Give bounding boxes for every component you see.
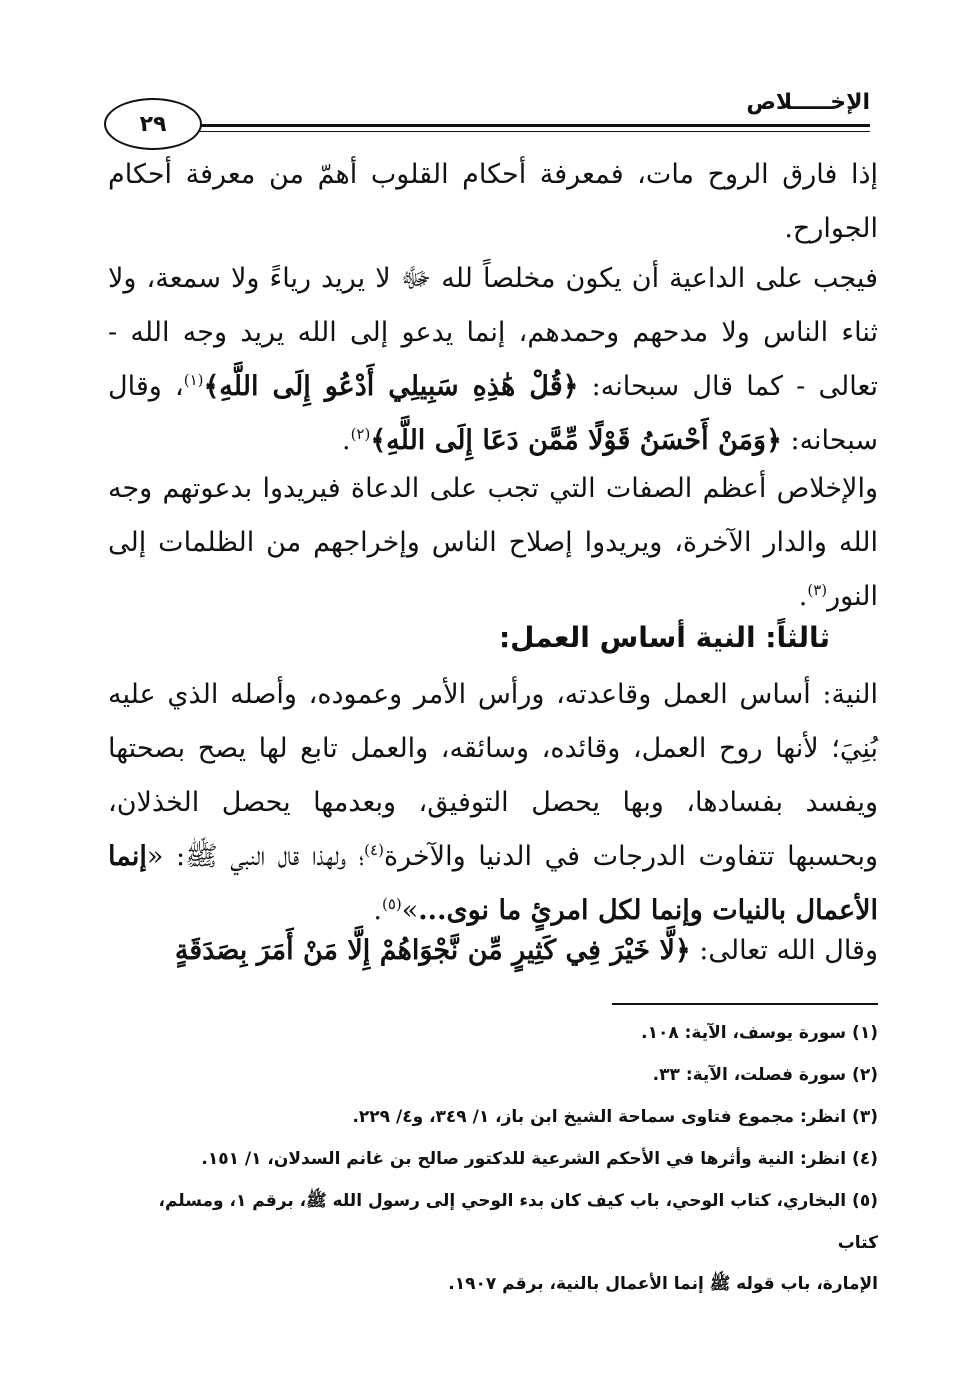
- paragraph-4-text-c: »: [401, 895, 419, 926]
- page-number-badge: [104, 98, 202, 150]
- paragraph-3-end: .: [798, 581, 808, 612]
- header-rule-thin: [198, 131, 870, 132]
- footnote-ref-2: (٢): [350, 425, 371, 443]
- footnote-number: (٤): [852, 1149, 878, 1169]
- footnote-ref-1: (١): [183, 371, 204, 389]
- footnote-text: سورة فصلت، الآية: ٣٣.: [652, 1065, 847, 1085]
- section-heading: ثالثاً: النية أساس العمل:: [498, 621, 830, 654]
- footnote-number: (٢): [852, 1065, 878, 1085]
- footnote-text: سورة يوسف، الآية: ١٠٨.: [641, 1023, 847, 1043]
- footnote-text: انظر: مجموع فتاوى سماحة الشيخ ابن باز، ١/ ٣٤٩، و٤/ ٢٢٩.: [352, 1107, 847, 1127]
- quran-quote-3: ﴿لَّا خَيْرَ فِي كَثِيرٍ مِّن نَّجْوَاهُمْ إِلَّا مَنْ أَمَرَ بِصَدَقَةٍ: [174, 935, 691, 966]
- paragraph-2-text-b: ، وقال سبحانه:: [108, 371, 878, 456]
- footnote-5: [118, 1180, 878, 1304]
- paragraph-4: [108, 668, 878, 938]
- paragraph-3-text: والإخلاص أعظم الصفات التي تجب على الدعاة فيريدوا بدعوتهم وجه الله والدار الآخرة، ويريدوا إصلاح الناس وإخراجهم من الظلمات إلى النور: [108, 473, 878, 612]
- footnote-3: [118, 1096, 878, 1138]
- footnote-separator: [612, 1003, 878, 1005]
- footnote-ref-3: (٣): [807, 581, 828, 599]
- paragraph-2-end: .: [341, 425, 351, 456]
- footnote-number: (١): [852, 1023, 878, 1043]
- footnote-number: (٣): [852, 1107, 878, 1127]
- paragraph-2-text-a: فيجب على الداعية أن يكون مخلصاً لله ﷻ لا يريد رياءً ولا سمعة، ولا ثناء الناس ولا مدحهم وحمدهم، إنما يدعو إلى الله يريد وجه الله - تعالى - كما قال سبحانه:: [108, 263, 878, 402]
- paragraph-3: [108, 462, 878, 624]
- paragraph-5-text: وقال الله تعالى:: [690, 935, 878, 966]
- hadith-quote: إنما الأعمال بالنيات وإنما لكل امرئٍ ما نوى...: [108, 841, 878, 926]
- page-number: ٢٩: [139, 111, 167, 137]
- footnote-ref-5: (٥): [381, 895, 402, 913]
- quran-quote-1: ﴿قُلْ هَٰذِهِ سَبِيلِي أَدْعُو إِلَى اللَّهِ﴾: [203, 371, 579, 402]
- paragraph-4-text-a: النية: أساس العمل وقاعدته، ورأس الأمر وعموده، وأصله الذي عليه بُنِيَ؛ لأنها روح العمل، وقائده، وسائقه، والعمل تابع لها يصح بصحتها ويفسد بفسادها، وبها يحصل التوفيق، وبعدمها يحصل الخذلان، وبحسبها تتفاوت الدرجات في الدنيا والآخرة: [108, 679, 878, 872]
- footnote-4: [118, 1138, 878, 1180]
- paragraph-5: [108, 924, 878, 978]
- paragraph-2: [108, 252, 878, 468]
- quran-quote-2: ﴿وَمَنْ أَحْسَنُ قَوْلًا مِّمَّن دَعَا إِلَى اللَّهِ﴾: [370, 425, 782, 456]
- header-rule: [198, 124, 870, 127]
- footnote-ref-4: (٤): [364, 841, 384, 859]
- paragraph-4-text-b: ؛ ولهذا قال النبي ﷺ: «: [146, 841, 365, 872]
- footnote-1: [118, 1012, 878, 1054]
- footnote-text-continuation: الإمارة، باب قوله ﷺ إنما الأعمال بالنية، برقم ١٩٠٧.: [448, 1274, 878, 1294]
- footnote-text: انظر: النية وأثرها في الأحكم الشرعية للدكتور صالح بن غانم السدلان، ١/ ١٥١.: [201, 1149, 847, 1169]
- footnotes: [118, 1012, 878, 1304]
- footnote-number: (٥): [852, 1191, 878, 1211]
- running-header-title: الإخـــــلاص: [746, 90, 870, 115]
- paragraph-4-end: .: [373, 895, 382, 926]
- footnote-2: [118, 1054, 878, 1096]
- paragraph-1: إذا فارق الروح مات، فمعرفة أحكام القلوب أهمّ من معرفة أحكام الجوارح.: [108, 159, 878, 244]
- footnote-text: البخاري، كتاب الوحي، باب كيف كان بدء الوحي إلى رسول الله ﷺ، برقم ١، ومسلم، كتاب: [158, 1191, 878, 1253]
